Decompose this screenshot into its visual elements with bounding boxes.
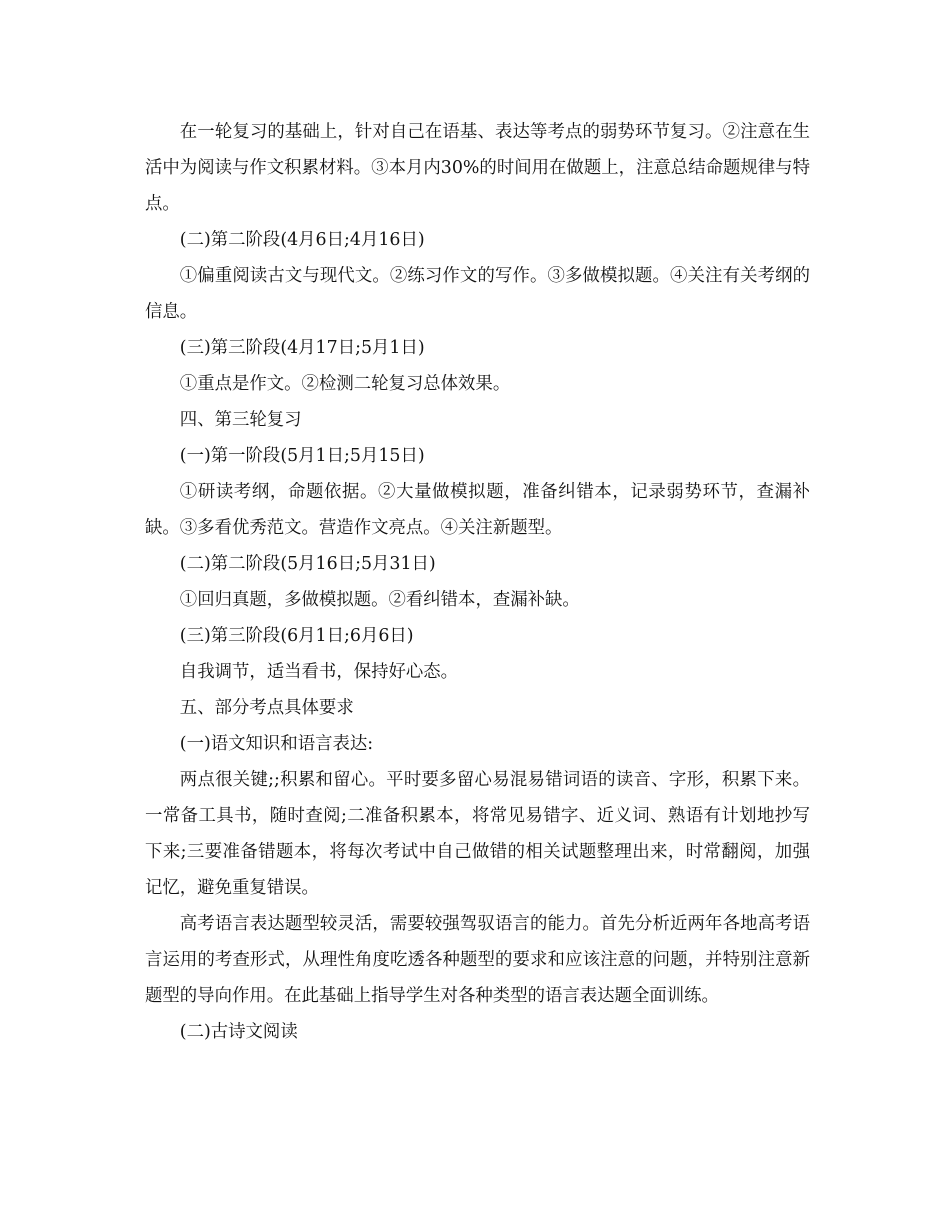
heading-classical-poetry-reading: (二)古诗文阅读 [179,1022,298,1042]
paragraph-third-stage-1: ①重点是作文。②检测二轮复习总体效果。 [179,374,511,394]
paragraph-accumulation: 两点很关键;;积累和留心。平时要多留心易混易错词语的读音、字形，积累下来。一常备工具书，随时查阅;二准备积累本，将常见易错字、近义词、熟语有计划地抄写下来;三要准备错题本，将每次考试中自己做错的相关试题整理出来，时常翻阅，加强记忆，避免重复错误。 [145,770,810,898]
heading-second-stage-1: (二)第二阶段(4月6日;4月16日) [179,230,425,250]
paragraph-second-stage-3: ①回归真题，多做模拟题。②看纠错本，查漏补缺。 [179,590,580,610]
heading-third-round-review: 四、第三轮复习 [179,410,302,430]
paragraph-second-stage-1: ①偏重阅读古文与现代文。②练习作文的写作。③多做模拟题。④关注有关考纲的信息。 [145,266,810,322]
heading-second-stage-3: (二)第二阶段(5月16日;5月31日) [179,554,436,574]
paragraph-language-expression: 高考语言表达题型较灵活，需要较强驾驭语言的能力。首先分析近两年各地高考语言运用的考查形式，从理性角度吃透各种题型的要求和应该注意的问题，并特别注意新题型的导向作用。在此基础上指导学生对各种类型的语言表达题全面训练。 [145,914,810,1006]
paragraph-first-stage-3: ①研读考纲，命题依据。②大量做模拟题，准备纠错本，记录弱势环节，查漏补缺。③多看优秀范文。营造作文亮点。④关注新题型。 [145,482,810,538]
paragraph-review-stage-intro: 在一轮复习的基础上，针对自己在语基、表达等考点的弱势环节复习。②注意在生活中为阅读与作文积累材料。③本月内30%的时间用在做题上，注意总结命题规律与特点。 [145,122,810,214]
heading-first-stage-3: (一)第一阶段(5月1日;5月15日) [179,446,425,466]
paragraph-third-stage-3: 自我调节，适当看书，保持好心态。 [179,662,459,682]
heading-third-stage-3: (三)第三阶段(6月1日;6月6日) [179,626,414,646]
heading-requirements: 五、部分考点具体要求 [179,698,354,718]
document-page [145,114,810,1050]
heading-language-knowledge: (一)语文知识和语言表达: [179,734,374,754]
heading-third-stage-1: (三)第三阶段(4月17日;5月1日) [179,338,425,358]
